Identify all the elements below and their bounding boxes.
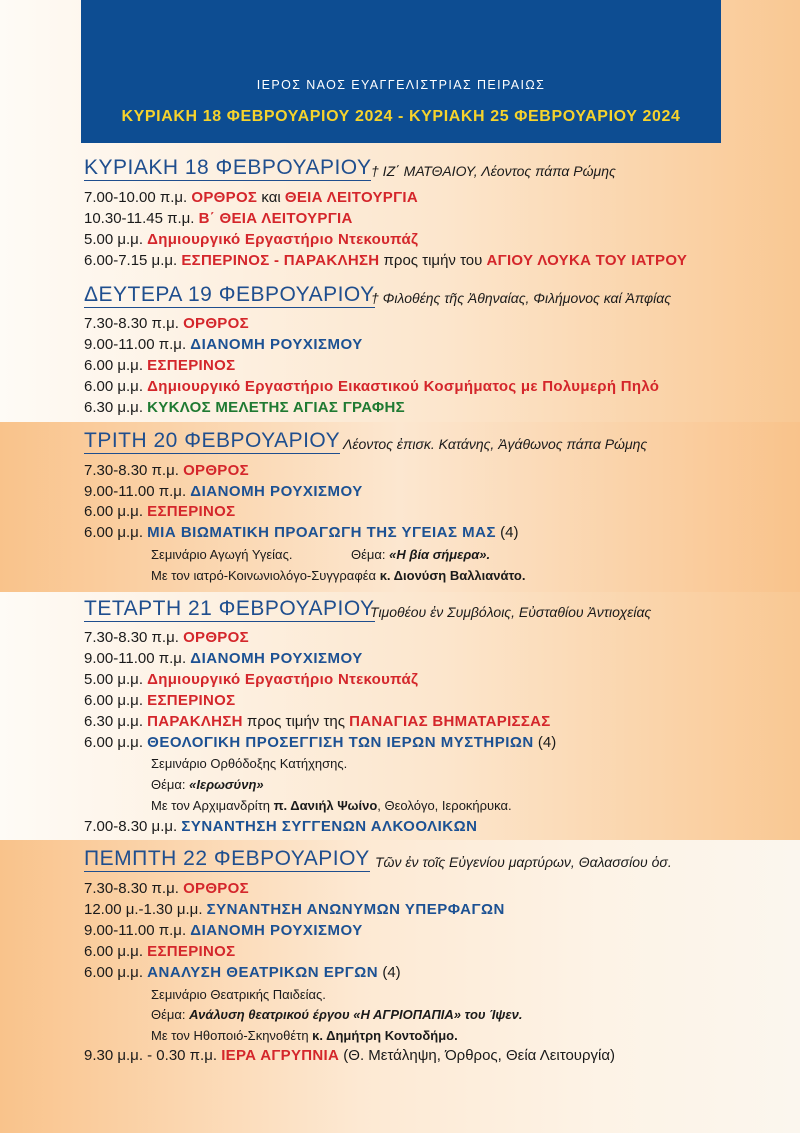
schedule-line: 6.00 μ.μ. ΕΣΠΕΡΙΝΟΣ	[84, 943, 236, 960]
schedule-line: 6.00 μ.μ. ΜΙΑ ΒΙΩΜΑΤΙΚΗ ΠΡΟΑΓΩΓΗ ΤΗΣ ΥΓΕΙΑΣ ΜΑΣ (4)	[84, 524, 519, 541]
schedule-line: 9.00-11.00 π.μ. ΔΙΑΝΟΜΗ ΡΟΥΧΙΣΜΟΥ	[84, 336, 363, 353]
day-title-sunday: ΚΥΡΙΑΚΗ 18 ΦΕΒΡΟΥΑΡΙΟΥ	[84, 156, 372, 179]
schedule-line: 6.00 μ.μ. ΕΣΠΕΡΙΝΟΣ	[84, 357, 236, 374]
schedule-line: 10.30-11.45 π.μ. Β΄ ΘΕΙΑ ΛΕΙΤΟΥΡΓΙΑ	[84, 210, 353, 227]
seminar-name: Σεμινάριο Θεατρικής Παιδείας.	[151, 987, 326, 1002]
schedule-line: 6.30 μ.μ. ΠΑΡΑΚΛΗΣΗ προς τιμήν της ΠΑΝΑΓΙΑΣ ΒΗΜΑΤΑΡΙΣΣΑΣ	[84, 713, 551, 730]
day-title-thursday: ΠΕΜΠΤΗ 22 ΦΕΒΡΟΥΑΡΙΟΥ	[84, 847, 370, 870]
saint-of-day: † ΙΖ΄ ΜΑΤΘΑΙΟΥ, Λέοντος πάπα Ρώμης	[371, 163, 616, 179]
schedule-line: 7.30-8.30 π.μ. ΟΡΘΡΟΣ	[84, 462, 249, 479]
schedule-period: ΚΥΡΙΑΚΗ 18 ΦΕΒΡΟΥΑΡΙΟΥ 2024 - ΚΥΡΙΑΚΗ 25 ΦΕΒΡΟΥΑΡΙΟΥ 2024	[121, 108, 681, 125]
saint-of-day: Τῶν ἐν τοῖς Εὐγενίου μαρτύρων, Θαλασσίου ὁσ.	[375, 854, 672, 870]
header-banner	[81, 0, 721, 143]
saint-of-day: † Φιλοθέης τῆς Ἀθηναίας, Φιλήμονος καί Ἀπφίας	[371, 290, 672, 306]
schedule-line: 9.00-11.00 π.μ. ΔΙΑΝΟΜΗ ΡΟΥΧΙΣΜΟΥ	[84, 483, 363, 500]
schedule-line: 6.00 μ.μ. ΑΝΑΛΥΣΗ ΘΕΑΤΡΙΚΩΝ ΕΡΓΩΝ (4)	[84, 964, 401, 981]
schedule-line: 6.00-7.15 μ.μ. ΕΣΠΕΡΙΝΟΣ - ΠΑΡΑΚΛΗΣΗ προς τιμήν του ΑΓΙΟΥ ΛΟΥΚΑ ΤΟΥ ΙΑΤΡΟΥ	[84, 252, 688, 269]
seminar-name: Σεμινάριο Ορθόδοξης Κατήχησης.	[151, 756, 348, 771]
schedule-line: 5.00 μ.μ. Δημιουργικό Εργαστήριο Ντεκουπάζ	[84, 231, 419, 248]
schedule-line: 7.00-8.30 μ.μ. ΣΥΝΑΝΤΗΣΗ ΣΥΓΓΕΝΩΝ ΑΛΚΟΟΛΙΚΩΝ	[84, 818, 478, 835]
schedule-line: 6.00 μ.μ. ΕΣΠΕΡΙΝΟΣ	[84, 692, 236, 709]
schedule-line: 7.00-10.00 π.μ. ΟΡΘΡΟΣ και ΘΕΙΑ ΛΕΙΤΟΥΡΓΙΑ	[84, 189, 419, 206]
seminar-topic: Θέμα: «Η βία σήμερα».	[351, 547, 491, 562]
seminar-speaker: Με τον Αρχιμανδρίτη π. Δανιήλ Ψωίνο, Θεολόγο, Ιεροκήρυκα.	[151, 798, 512, 813]
church-name: ΙΕΡΟΣ ΝΑΟΣ ΕΥΑΓΓΕΛΙΣΤΡΙΑΣ ΠΕΙΡΑΙΩΣ	[256, 78, 546, 92]
seminar-name: Σεμινάριο Αγωγή Υγείας.	[151, 547, 293, 562]
schedule-line: 12.00 μ.-1.30 μ.μ. ΣΥΝΑΝΤΗΣΗ ΑΝΩΝΥΜΩΝ ΥΠΕΡΦΑΓΩΝ	[84, 901, 505, 918]
schedule-line: 5.00 μ.μ. Δημιουργικό Εργαστήριο Ντεκουπάζ	[84, 671, 419, 688]
seminar-speaker: Με τον Ηθοποιό-Σκηνοθέτη κ. Δημήτρη Κοντοδήμο.	[151, 1028, 458, 1043]
seminar-topic: Θέμα: Ανάλυση θεατρικού έργου «Η ΑΓΡΙΟΠΑΠΙΑ» του Ίψεν.	[151, 1007, 523, 1022]
day-title-wednesday: ΤΕΤΑΡΤΗ 21 ΦΕΒΡΟΥΑΡΙΟΥ	[84, 597, 375, 620]
saint-of-day: Τιμοθέου ἐν Συμβόλοις, Εὐσταθίου Ἀντιοχείας	[370, 604, 652, 620]
seminar-topic: Θέμα: «Ιερωσύνη»	[151, 777, 264, 792]
schedule-line: 6.00 μ.μ. ΕΣΠΕΡΙΝΟΣ	[84, 503, 236, 520]
schedule-line: 6.00 μ.μ. Δημιουργικό Εργαστήριο Εικαστικού Κοσμήματος με Πολυμερή Πηλό	[84, 378, 660, 395]
seminar-speaker: Με τον ιατρό-Κοινωνιολόγο-Συγγραφέα κ. Διονύση Βαλλιανάτο.	[151, 568, 526, 583]
day-title-tuesday: ΤΡΙΤΗ 20 ΦΕΒΡΟΥΑΡΙΟΥ	[84, 429, 341, 452]
schedule-line: 9.30 μ.μ. - 0.30 π.μ. ΙΕΡΑ ΑΓΡΥΠΝΙΑ (Θ. Μετάληψη, Όρθρος, Θεία Λειτουργία)	[84, 1047, 616, 1064]
schedule-line: 6.30 μ.μ. ΚΥΚΛΟΣ ΜΕΛΕΤΗΣ ΑΓΙΑΣ ΓΡΑΦΗΣ	[84, 399, 405, 416]
saint-of-day: Λέοντος ἐπισκ. Κατάνης, Ἀγάθωνος πάπα Ρώμης	[343, 436, 648, 452]
schedule-line: 7.30-8.30 π.μ. ΟΡΘΡΟΣ	[84, 880, 249, 897]
schedule-line: 7.30-8.30 π.μ. ΟΡΘΡΟΣ	[84, 315, 249, 332]
schedule-line: 7.30-8.30 π.μ. ΟΡΘΡΟΣ	[84, 629, 249, 646]
schedule-line: 9.00-11.00 π.μ. ΔΙΑΝΟΜΗ ΡΟΥΧΙΣΜΟΥ	[84, 922, 363, 939]
day-title-monday: ΔΕΥΤΕΡΑ 19 ΦΕΒΡΟΥΑΡΙΟΥ	[84, 283, 375, 306]
schedule-line: 6.00 μ.μ. ΘΕΟΛΟΓΙΚΗ ΠΡΟΣΕΓΓΙΣΗ ΤΩΝ ΙΕΡΩΝ ΜΥΣΤΗΡΙΩΝ (4)	[84, 734, 557, 751]
schedule-line: 9.00-11.00 π.μ. ΔΙΑΝΟΜΗ ΡΟΥΧΙΣΜΟΥ	[84, 650, 363, 667]
